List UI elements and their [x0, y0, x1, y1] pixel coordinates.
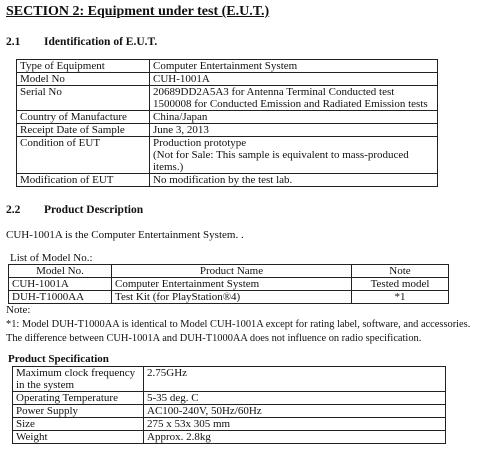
identification-label: Modification of EUT — [17, 174, 150, 187]
identification-number: 2.1 — [6, 36, 21, 48]
specification-label-line: Operating Temperature — [16, 392, 118, 404]
specification-label-line: in the system — [16, 379, 75, 391]
note-label: Note: — [6, 304, 31, 316]
specification-table — [12, 366, 446, 444]
identification-label: Serial No — [17, 86, 150, 111]
specification-row — [13, 405, 446, 418]
identification-value — [150, 111, 438, 124]
model-table — [8, 264, 449, 304]
identification-row — [17, 111, 438, 124]
identification-value-line: No modification by the test lab. — [153, 174, 293, 186]
model-row — [9, 278, 449, 291]
identification-label: Model No — [17, 73, 150, 86]
specification-value: Approx. 2.8kg — [144, 431, 446, 444]
identification-value-line: 1500008 for Conducted Emission and Radiated Emission tests — [153, 98, 428, 110]
identification-label: Condition of EUT — [17, 137, 150, 174]
model-header-note: Note — [352, 265, 449, 278]
model-header-model: Model No. — [9, 265, 112, 278]
model-note: Tested model — [352, 278, 449, 291]
product-description-title: Product Description — [44, 204, 144, 216]
identification-label: Type of Equipment — [17, 60, 150, 73]
specification-label-line: Maximum clock frequency — [16, 367, 136, 379]
product-intro: CUH-1001A is the Computer Entertainment System. . — [6, 229, 244, 241]
identification-label: Country of Manufacture — [17, 111, 150, 124]
specification-label — [13, 431, 144, 444]
specification-label — [13, 418, 144, 431]
specification-value: 275 x 53x 305 mm — [144, 418, 446, 431]
identification-value — [150, 124, 438, 137]
specification-row — [13, 418, 446, 431]
note-line: *1: Model DUH-T1000AA is identical to Model CUH-1001A except for rating label, software, and accessories. — [6, 319, 471, 330]
identification-value — [150, 73, 438, 86]
identification-row — [17, 73, 438, 86]
specification-label — [13, 405, 144, 418]
model-product-name: Computer Entertainment System — [112, 278, 352, 291]
specification-label-line: Power Supply — [16, 405, 79, 417]
model-table-header — [9, 265, 449, 278]
identification-row — [17, 86, 438, 111]
specification-value: 2.75GHz — [144, 367, 446, 392]
model-list-title: List of Model No.: — [10, 252, 93, 264]
identification-value-line: Computer Entertainment System — [153, 60, 298, 72]
specification-label-line: Size — [16, 418, 35, 430]
specification-heading: Product Specification — [8, 353, 109, 365]
identification-value — [150, 60, 438, 73]
product-description-number: 2.2 — [6, 204, 21, 216]
specification-table-body — [13, 367, 446, 444]
identification-value-line: (Not for Sale: This sample is equivalent to mass-produced items.) — [153, 149, 409, 173]
specification-row — [13, 431, 446, 444]
specification-label-line: Weight — [16, 431, 48, 443]
section-title: SECTION 2: Equipment under test (E.U.T.) — [6, 4, 270, 19]
note-line: The difference between CUH-1001A and DUH-T1000AA does not influence on radio specification. — [6, 333, 422, 344]
model-number: CUH-1001A — [9, 278, 112, 291]
identification-row — [17, 174, 438, 187]
model-header-name: Product Name — [112, 265, 352, 278]
identification-value — [150, 86, 438, 111]
identification-table — [16, 59, 438, 187]
identification-value-line: CUH-1001A — [153, 73, 210, 85]
identification-table-body — [17, 60, 438, 187]
identification-label: Receipt Date of Sample — [17, 124, 150, 137]
identification-value-line: June 3, 2013 — [153, 124, 209, 136]
identification-title: Identification of E.U.T. — [44, 36, 158, 48]
model-product-name: Test Kit (for PlayStation®4) — [112, 291, 352, 304]
specification-row — [13, 392, 446, 405]
model-row — [9, 291, 449, 304]
specification-value: AC100-240V, 50Hz/60Hz — [144, 405, 446, 418]
specification-row — [13, 367, 446, 392]
identification-row — [17, 60, 438, 73]
identification-value-line: 20689DD2A5A3 for Antenna Terminal Conducted test — [153, 86, 395, 98]
identification-row — [17, 124, 438, 137]
specification-value: 5-35 deg. C — [144, 392, 446, 405]
specification-label — [13, 367, 144, 392]
identification-value — [150, 137, 438, 174]
specification-label — [13, 392, 144, 405]
model-note: *1 — [352, 291, 449, 304]
identification-value-line: Production prototype — [153, 137, 247, 149]
identification-row — [17, 137, 438, 174]
identification-value — [150, 174, 438, 187]
model-number: DUH-T1000AA — [9, 291, 112, 304]
identification-value-line: China/Japan — [153, 111, 208, 123]
